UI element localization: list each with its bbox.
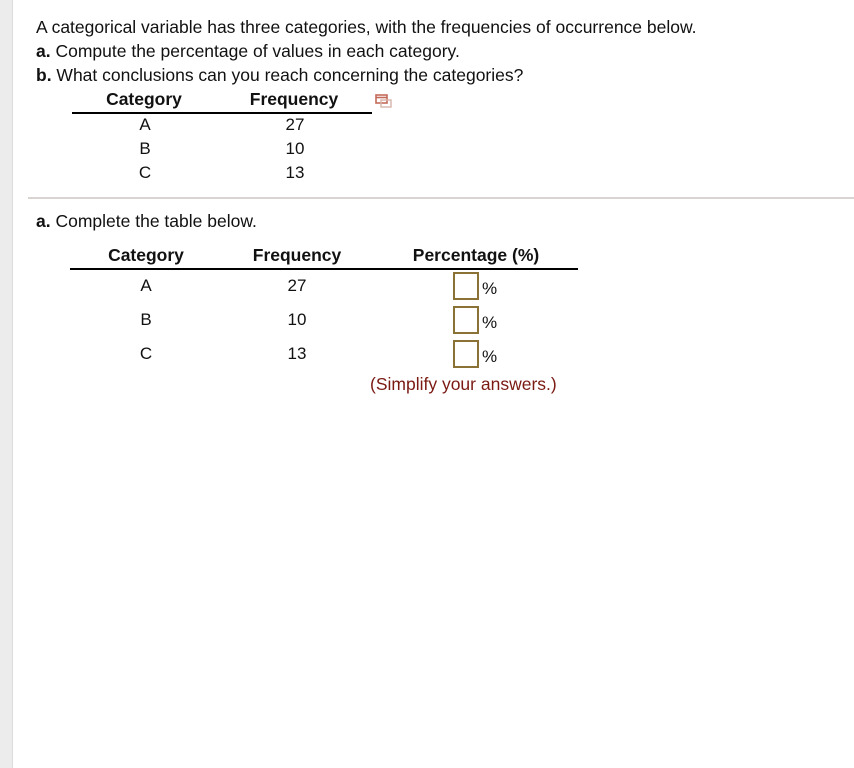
answer-header-percentage: Percentage (%) — [412, 245, 540, 265]
section-separator — [28, 197, 854, 199]
question-intro: A categorical variable has three categories, with the frequencies of occurrence below. — [36, 17, 697, 37]
given-header-frequency: Frequency — [249, 89, 339, 109]
given-row-a-category: A — [139, 115, 151, 134]
given-row-c-frequency: 13 — [285, 163, 305, 182]
answer-row-a-category: A — [140, 276, 152, 295]
part-b-text: What conclusions can you reach concerning the categories? — [51, 65, 524, 85]
answer-row-a-frequency: 27 — [287, 276, 307, 295]
answer-header-category: Category — [108, 245, 184, 265]
answer-instruction — [36, 210, 257, 232]
given-row-b-frequency: 10 — [285, 139, 305, 158]
percent-sign-b: % — [482, 313, 498, 332]
answer-part-label: a. — [36, 211, 51, 231]
answer-header-rule — [70, 268, 578, 270]
answer-row-b-category: B — [140, 310, 152, 329]
given-row-b-category: B — [139, 139, 151, 158]
question-part-b — [36, 64, 523, 86]
question-part-a — [36, 40, 460, 62]
percent-sign-c: % — [482, 347, 498, 366]
given-row-a-frequency: 27 — [285, 115, 305, 134]
part-a-label: a. — [36, 41, 51, 61]
left-panel-strip — [0, 0, 13, 768]
percent-sign-a: % — [482, 279, 498, 298]
percentage-input-b[interactable] — [453, 306, 479, 334]
percentage-input-c[interactable] — [453, 340, 479, 368]
given-row-c-category: C — [138, 163, 152, 182]
answer-row-c-frequency: 13 — [287, 344, 307, 363]
percentage-input-a[interactable] — [453, 272, 479, 300]
part-a-text: Compute the percentage of values in each category. — [50, 41, 460, 61]
part-b-label: b. — [36, 65, 52, 85]
answer-row-c-category: C — [139, 344, 153, 363]
given-header-category: Category — [106, 89, 182, 109]
answer-instruction-text: Complete the table below. — [50, 211, 257, 231]
popout-window-icon[interactable] — [374, 93, 394, 109]
answer-row-b-frequency: 10 — [287, 310, 307, 329]
simplify-hint: (Simplify your answers.) — [370, 374, 557, 394]
answer-header-frequency: Frequency — [252, 245, 342, 265]
